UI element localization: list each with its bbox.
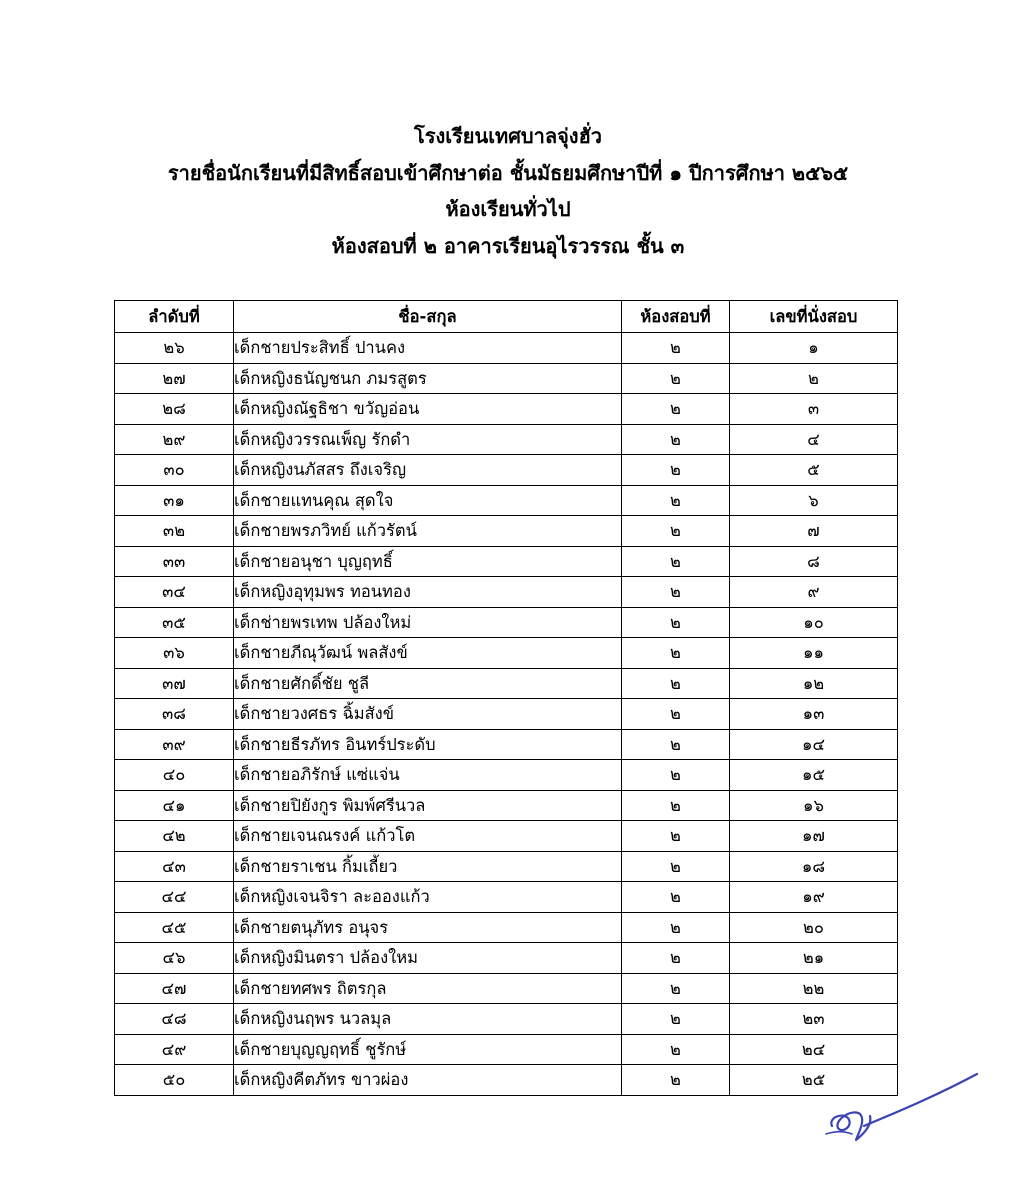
cell-seat: ๒๒ (730, 973, 898, 1004)
cell-room: ๒ (622, 668, 730, 699)
cell-name: เด็กชายพรภวิทย์ แก้วรัตน์ (234, 516, 622, 547)
cell-seat: ๒๐ (730, 912, 898, 943)
cell-order: ๓๕ (115, 607, 234, 638)
cell-room: ๒ (622, 973, 730, 1004)
cell-order: ๓๗ (115, 668, 234, 699)
cell-name: เด็กหญิงนฤพร นวลมุล (234, 1004, 622, 1035)
cell-room: ๒ (622, 1065, 730, 1096)
cell-name: เด็กชายอภิรักษ์ แซ่แจ่น (234, 760, 622, 791)
cell-room: ๒ (622, 699, 730, 730)
table-body (115, 333, 898, 1096)
column-header-seat: เลขที่นั่งสอบ (730, 301, 898, 333)
table-row (115, 851, 898, 882)
cell-order: ๒๗ (115, 363, 234, 394)
cell-name: เด็กหญิงวรรณเพ็ญ รักดำ (234, 424, 622, 455)
table-row (115, 607, 898, 638)
program-name: ห้องเรียนทั่วไป (445, 197, 571, 221)
cell-room: ๒ (622, 363, 730, 394)
cell-order: ๔๖ (115, 943, 234, 974)
cell-room: ๒ (622, 485, 730, 516)
table-row (115, 333, 898, 364)
signature-image (812, 1068, 984, 1148)
cell-seat: ๙ (730, 577, 898, 608)
exam-room-info: ห้องสอบที่ ๒ อาคารเรียนอุไรวรรณ ชั้น ๓ (331, 233, 685, 258)
table-row (115, 882, 898, 913)
cell-name: เด็กชายภีณุวัฒน์ พลสังข์ (234, 638, 622, 669)
table-row (115, 760, 898, 791)
cell-room: ๒ (622, 424, 730, 455)
cell-name: เด็กชายศักดิ์ชัย ชูลี (234, 668, 622, 699)
cell-name: เด็กชายตนุภัทร อนุจร (234, 912, 622, 943)
cell-seat: ๒ (730, 363, 898, 394)
cell-room: ๒ (622, 851, 730, 882)
cell-room: ๒ (622, 546, 730, 577)
column-header-order: ลำดับที่ (115, 301, 234, 333)
cell-name: เด็กชายวงศธร ฉิ้มสังข์ (234, 699, 622, 730)
table-row (115, 516, 898, 547)
cell-seat: ๗ (730, 516, 898, 547)
cell-order: ๓๔ (115, 577, 234, 608)
cell-seat: ๒๑ (730, 943, 898, 974)
table-row (115, 973, 898, 1004)
table-row (115, 546, 898, 577)
cell-room: ๒ (622, 333, 730, 364)
table-row (115, 668, 898, 699)
cell-seat: ๘ (730, 546, 898, 577)
cell-room: ๒ (622, 729, 730, 760)
column-header-room: ห้องสอบที่ (622, 301, 730, 333)
cell-seat: ๕ (730, 455, 898, 486)
cell-order: ๔๒ (115, 821, 234, 852)
cell-order: ๓๓ (115, 546, 234, 577)
cell-seat: ๒๓ (730, 1004, 898, 1035)
cell-seat: ๔ (730, 424, 898, 455)
table-row (115, 912, 898, 943)
cell-name: เด็กชายธีรภัทร อินทร์ประดับ (234, 729, 622, 760)
cell-room: ๒ (622, 638, 730, 669)
column-header-name: ชื่อ-สกุล (234, 301, 622, 333)
table-row (115, 1065, 898, 1096)
school-name: โรงเรียนเทศบาลจุ่งฮั่ว (413, 124, 603, 148)
cell-room: ๒ (622, 882, 730, 913)
cell-name: เด็กชายราเชน กิ้มเถี้ยว (234, 851, 622, 882)
cell-order: ๔๔ (115, 882, 234, 913)
table-row (115, 790, 898, 821)
cell-room: ๒ (622, 912, 730, 943)
cell-name: เด็กหญิงธนัญชนก ภมรสูตร (234, 363, 622, 394)
table-row (115, 821, 898, 852)
cell-seat: ๑๕ (730, 760, 898, 791)
cell-seat: ๒๔ (730, 1034, 898, 1065)
student-roster-table (114, 300, 898, 1096)
cell-room: ๒ (622, 577, 730, 608)
table-row (115, 1004, 898, 1035)
cell-seat: ๑๑ (730, 638, 898, 669)
cell-name: เด็กชายปิยังกูร พิมพ์ศรีนวล (234, 790, 622, 821)
cell-order: ๒๖ (115, 333, 234, 364)
cell-room: ๒ (622, 790, 730, 821)
table-row (115, 1034, 898, 1065)
cell-order: ๔๙ (115, 1034, 234, 1065)
cell-name: เด็กชายแทนคุณ สุดใจ (234, 485, 622, 516)
cell-room: ๒ (622, 394, 730, 425)
cell-name: เด็กชายบุญญฤทธิ์ ชูรักษ์ (234, 1034, 622, 1065)
cell-seat: ๑๙ (730, 882, 898, 913)
cell-room: ๒ (622, 760, 730, 791)
cell-order: ๓๖ (115, 638, 234, 669)
cell-seat: ๓ (730, 394, 898, 425)
cell-seat: ๑๖ (730, 790, 898, 821)
table-row (115, 485, 898, 516)
cell-order: ๔๓ (115, 851, 234, 882)
cell-name: เด็กชายทศพร ถิตรกุล (234, 973, 622, 1004)
cell-order: ๔๗ (115, 973, 234, 1004)
cell-seat: ๑๒ (730, 668, 898, 699)
table-row (115, 455, 898, 486)
cell-order: ๓๙ (115, 729, 234, 760)
cell-seat: ๖ (730, 485, 898, 516)
cell-order: ๒๘ (115, 394, 234, 425)
cell-room: ๒ (622, 1034, 730, 1065)
cell-name: เด็กหญิงนภัสสร ถึงเจริญ (234, 455, 622, 486)
document-header (0, 118, 1016, 264)
cell-seat: ๑๗ (730, 821, 898, 852)
cell-name: เด็กชายเจนณรงค์ แก้วโต (234, 821, 622, 852)
cell-room: ๒ (622, 1004, 730, 1035)
cell-room: ๒ (622, 455, 730, 486)
table-row (115, 577, 898, 608)
table-row (115, 363, 898, 394)
table-row (115, 943, 898, 974)
cell-room: ๒ (622, 943, 730, 974)
table-row (115, 729, 898, 760)
cell-room: ๒ (622, 821, 730, 852)
cell-order: ๔๘ (115, 1004, 234, 1035)
table-header-row (115, 301, 898, 333)
table-row (115, 638, 898, 669)
cell-room: ๒ (622, 516, 730, 547)
cell-seat: ๑๓ (730, 699, 898, 730)
cell-order: ๓๑ (115, 485, 234, 516)
cell-seat: ๒๕ (730, 1065, 898, 1096)
cell-seat: ๑๘ (730, 851, 898, 882)
cell-name: เด็กหญิงณัฐธิชา ขวัญอ่อน (234, 394, 622, 425)
cell-order: ๔๕ (115, 912, 234, 943)
document-title: รายชื่อนักเรียนที่มีสิทธิ์สอบเข้าศึกษาต่อ ชั้นมัธยมศึกษาปีที่ ๑ ปีการศึกษา ๒๕๖๕ (167, 160, 849, 185)
cell-order: ๕๐ (115, 1065, 234, 1096)
table-row (115, 424, 898, 455)
cell-seat: ๑๐ (730, 607, 898, 638)
cell-name: เด็กชายอนุชา บุญฤทธิ์ (234, 546, 622, 577)
cell-order: ๔๐ (115, 760, 234, 791)
cell-order: ๓๒ (115, 516, 234, 547)
table-row (115, 699, 898, 730)
cell-order: ๓๘ (115, 699, 234, 730)
cell-order: ๓๐ (115, 455, 234, 486)
cell-name: เด็กหญิงคีตภัทร ขาวผ่อง (234, 1065, 622, 1096)
cell-name: เด็กช่ายพรเทพ ปล้องใหม่ (234, 607, 622, 638)
cell-name: เด็กหญิงอุทุมพร ทอนทอง (234, 577, 622, 608)
cell-room: ๒ (622, 607, 730, 638)
cell-name: เด็กหญิงเจนจิรา ละอองแก้ว (234, 882, 622, 913)
cell-name: เด็กชายประสิทธิ์ ปานคง (234, 333, 622, 364)
cell-seat: ๑ (730, 333, 898, 364)
cell-name: เด็กหญิงมินตรา ปล้องใหม (234, 943, 622, 974)
cell-order: ๒๙ (115, 424, 234, 455)
cell-seat: ๑๔ (730, 729, 898, 760)
cell-order: ๔๑ (115, 790, 234, 821)
table-row (115, 394, 898, 425)
